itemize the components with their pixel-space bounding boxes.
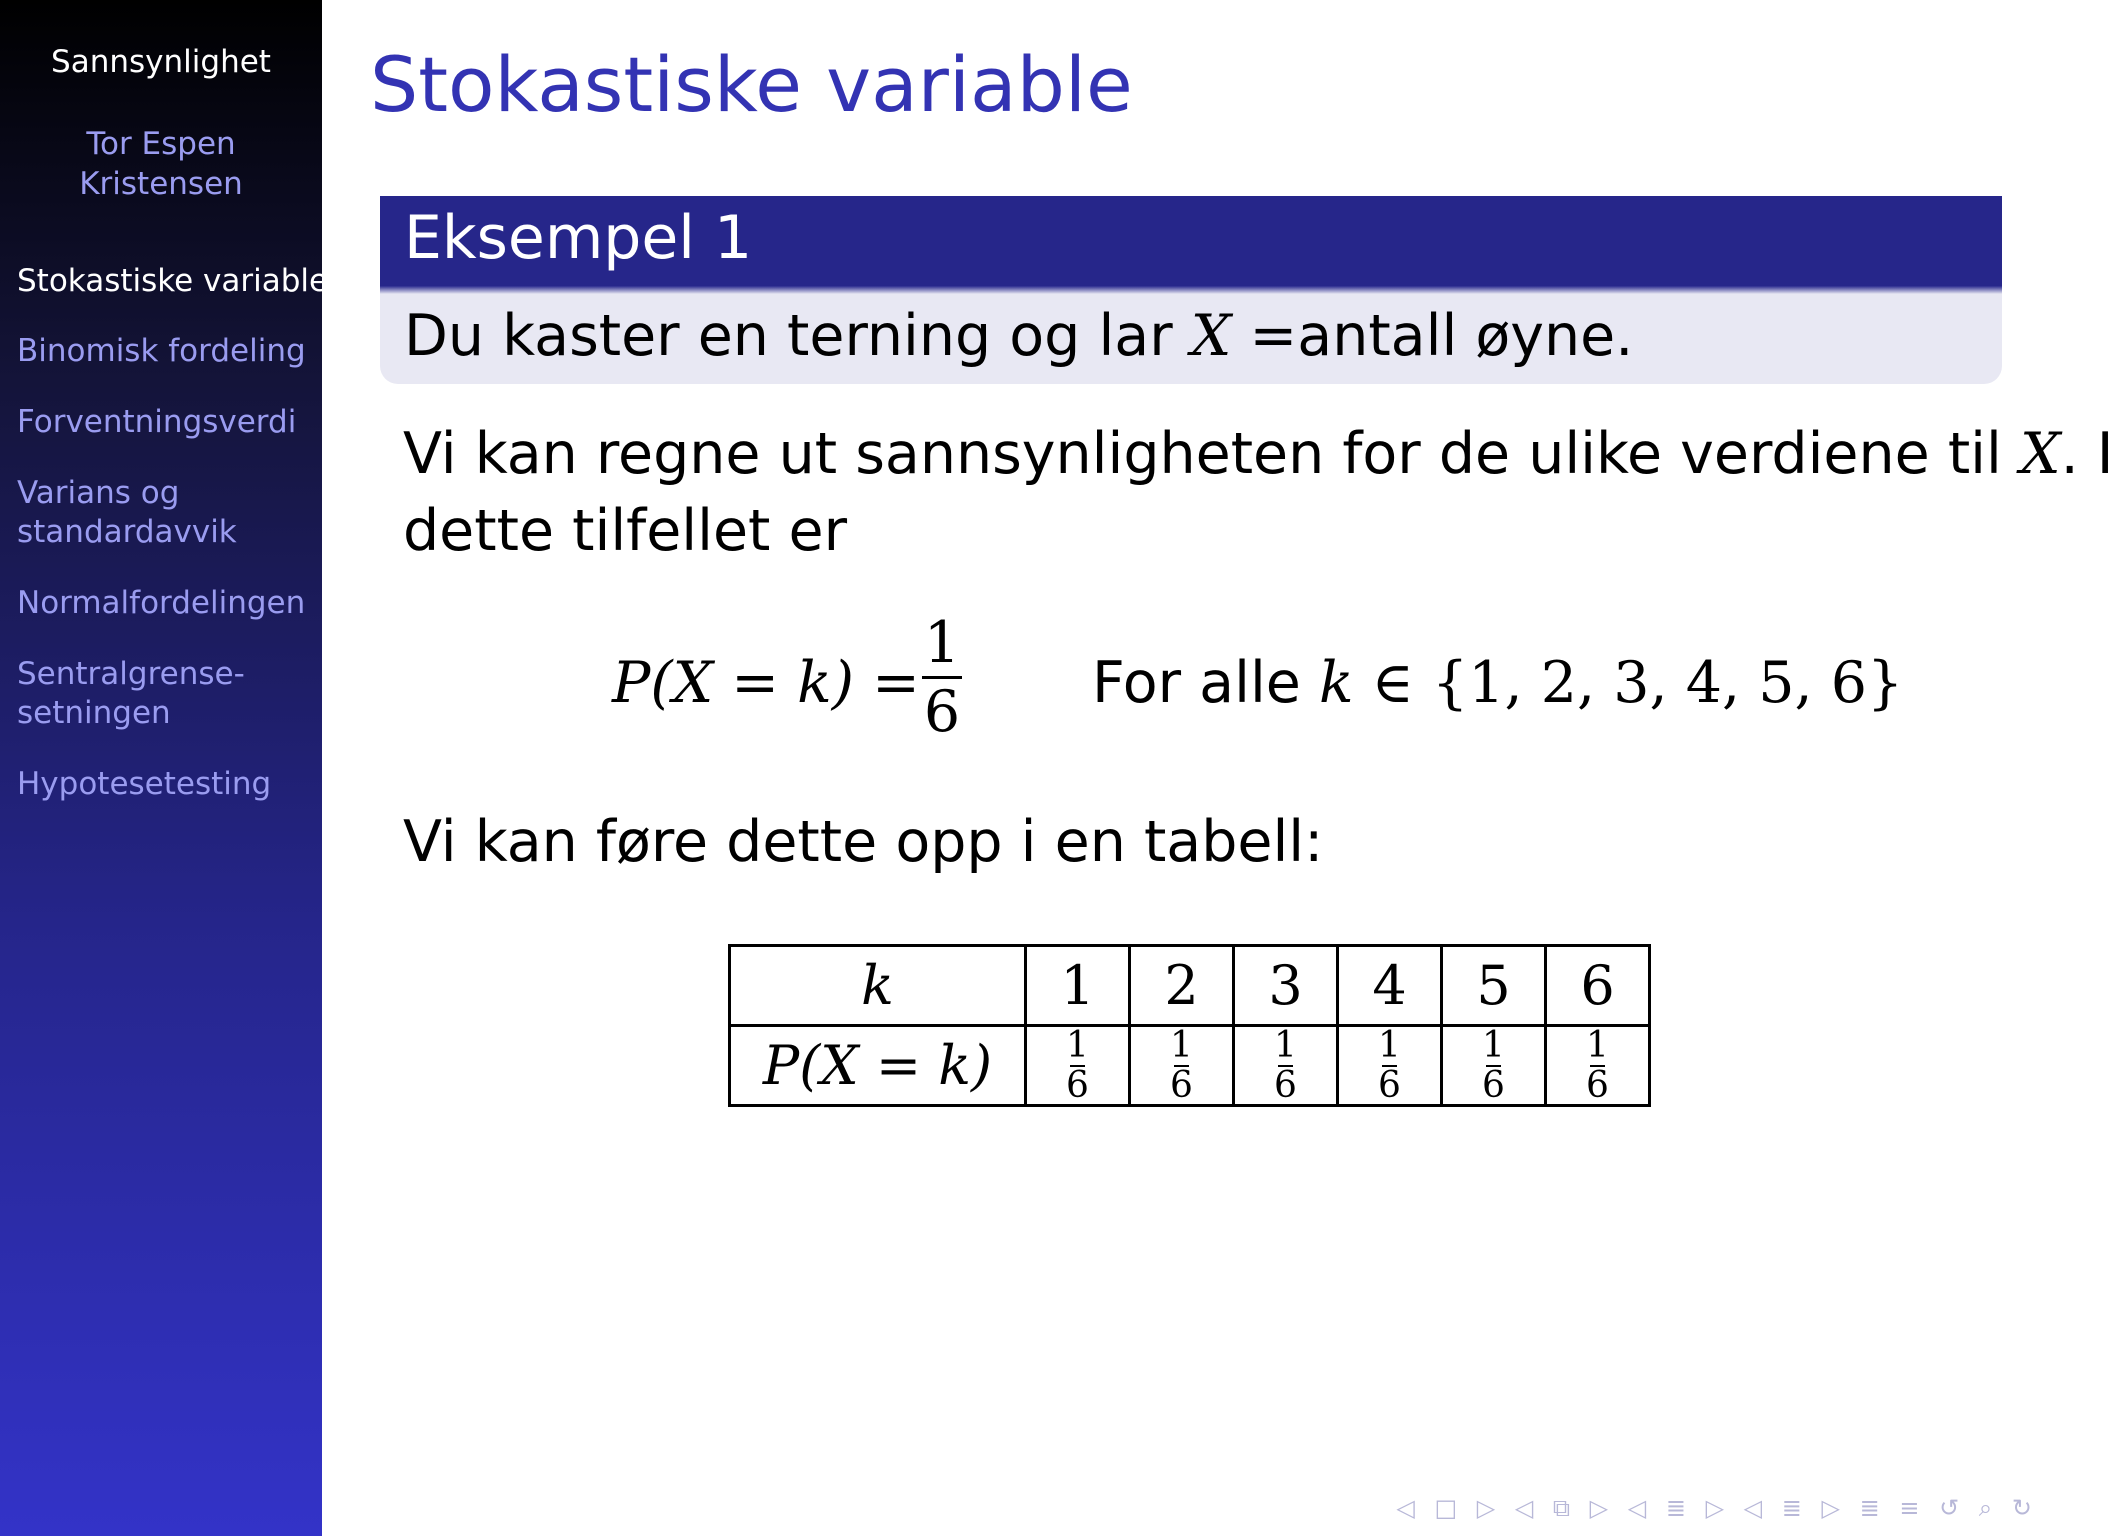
fraction-numerator: 1 <box>1274 1024 1297 1066</box>
equation-fraction <box>922 610 962 745</box>
sidebar-item-sentralgrense-line1[interactable]: Sentralgrense- <box>17 656 245 692</box>
fraction-denominator: 6 <box>1482 1064 1505 1106</box>
sidebar-item-hypotesetesting[interactable]: Hypotesetesting <box>17 766 272 802</box>
table-cell-probability <box>1234 1026 1338 1106</box>
fraction-denominator: 6 <box>1274 1064 1297 1106</box>
table-cell-probability <box>1338 1026 1442 1106</box>
paragraph-intro-variable: X <box>2019 421 2061 487</box>
table-cell-k: 3 <box>1234 946 1338 1026</box>
table-cell-probability <box>1026 1026 1130 1106</box>
equation-numerator: 1 <box>923 610 961 676</box>
paragraph-table-intro: Vi kan føre dette opp i en tabell: <box>403 809 1324 875</box>
author-line-2: Kristensen <box>79 166 243 202</box>
fraction-denominator: 6 <box>1066 1064 1089 1106</box>
sidebar-title[interactable]: Sannsynlighet <box>51 44 271 80</box>
sidebar <box>0 0 329 1536</box>
table-cell-k: 4 <box>1338 946 1442 1026</box>
example-text-before: Du kaster en terning og lar <box>404 303 1191 369</box>
paragraph-intro-tail: . I <box>2060 421 2114 487</box>
table-row <box>730 1026 1650 1106</box>
example-heading: Eksempel 1 <box>380 196 2002 286</box>
author-line-1: Tor Espen <box>86 126 236 162</box>
table-cell-k: 2 <box>1130 946 1234 1026</box>
fraction-numerator: 1 <box>1482 1024 1505 1066</box>
table-cell-probability <box>1546 1026 1650 1106</box>
sidebar-item-binomisk-fordeling[interactable]: Binomisk fordeling <box>17 333 306 369</box>
equation-condition-text: For alle <box>1092 650 1319 716</box>
fraction-denominator: 6 <box>1378 1064 1401 1106</box>
fraction-numerator: 1 <box>1586 1024 1609 1066</box>
sidebar-item-varians-line2[interactable]: standardavvik <box>17 514 237 550</box>
table-cell-probability <box>1130 1026 1234 1106</box>
example-body <box>380 286 2002 386</box>
paragraph-intro-text: Vi kan regne ut sannsynligheten for de ulike verdiene til <box>403 421 2020 487</box>
paragraph-intro-line1 <box>403 416 2114 493</box>
sidebar-item-forventningsverdi[interactable]: Forventningsverdi <box>17 404 297 440</box>
paragraph-intro-line2: dette tilfellet er <box>403 498 848 564</box>
sidebar-item-sentralgrense-line2[interactable]: setningen <box>17 695 171 731</box>
equation-denominator: 6 <box>923 679 961 745</box>
sidebar-item-normalfordelingen[interactable]: Normalfordelingen <box>17 585 306 621</box>
fraction-denominator: 6 <box>1170 1064 1193 1106</box>
equation-lhs: P(X = k) = <box>612 650 920 716</box>
table-row <box>730 946 1650 1026</box>
probability-table <box>728 944 1651 1107</box>
equation-condition-set: ∈ {1, 2, 3, 4, 5, 6} <box>1353 650 1904 716</box>
table-cell-probability <box>1442 1026 1546 1106</box>
example-block <box>380 196 2002 384</box>
fraction-numerator: 1 <box>1066 1024 1089 1066</box>
table-cell-k: 1 <box>1026 946 1130 1026</box>
table-cell-k: 5 <box>1442 946 1546 1026</box>
navigation-bar[interactable]: ◁ □ ▷ ◁ ⧉ ▷ ◁ ≣ ▷ ◁ ≣ ▷ ≣ ≡ ↺ ⌕ ↻ <box>1396 1494 2038 1522</box>
fraction-numerator: 1 <box>1170 1024 1193 1066</box>
sidebar-item-stokastiske-variable[interactable]: Stokastiske variable <box>17 263 329 299</box>
fraction-denominator: 6 <box>1586 1064 1609 1106</box>
fraction-numerator: 1 <box>1378 1024 1401 1066</box>
equation-condition-variable: k <box>1318 650 1354 716</box>
example-text-after: =antall øyne. <box>1231 303 1634 369</box>
table-header-probability: P(X = k) <box>730 1026 1026 1106</box>
example-variable: X <box>1190 303 1232 369</box>
equation-condition <box>1092 650 1903 716</box>
table-header-k: k <box>730 946 1026 1026</box>
sidebar-author[interactable] <box>0 124 322 204</box>
sidebar-item-varians-line1[interactable]: Varians og <box>17 475 180 511</box>
frame-title: Stokastiske variable <box>370 40 1133 129</box>
paragraph-intro <box>403 416 2114 570</box>
table-cell-k: 6 <box>1546 946 1650 1026</box>
